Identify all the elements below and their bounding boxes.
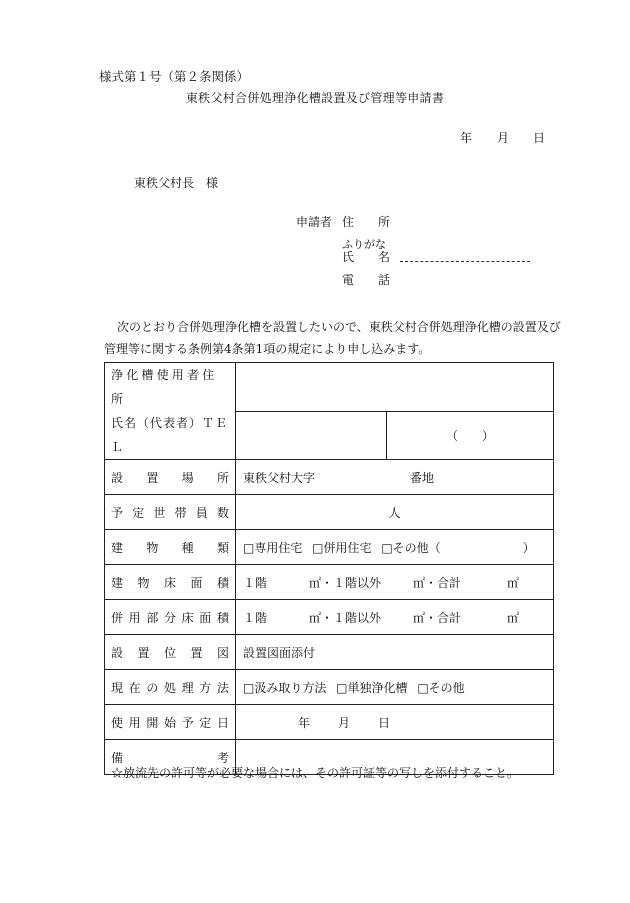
location-label: 設 置 場 所 <box>105 460 236 495</box>
user-label-cell <box>105 363 236 460</box>
checkbox-mixed-house[interactable]: □併用住宅 <box>312 540 372 555</box>
furigana-label: ふりがな <box>342 238 386 251</box>
table-row <box>105 565 554 600</box>
intro-paragraph: 次のとおり合併処理浄化槽を設置したいので、東秩父村合併処理浄化槽の設置及び管理等に関する条例第4条第1項の規定により申し込みます。 <box>104 320 561 356</box>
tel-parentheses: （ ） <box>445 428 494 443</box>
site-plan-field[interactable] <box>236 635 554 670</box>
floor-total: ㎡・合計 <box>413 575 462 590</box>
footnote: ☆放流先の許可等が必要な場合には、その許可証等の写しを添付すること。 <box>111 766 520 780</box>
name-signature-line[interactable] <box>400 251 530 262</box>
applicant-label: 申請者 <box>296 215 333 229</box>
floor-area-field[interactable] <box>236 565 554 600</box>
address-label-1: 住 <box>342 215 355 229</box>
start-day: 日 <box>378 715 391 730</box>
current-method-field[interactable] <box>236 670 554 705</box>
shared-total: ㎡・合計 <box>413 610 462 625</box>
start-date-field[interactable] <box>236 705 554 740</box>
checkbox-dedicated-house[interactable]: □専用住宅 <box>243 540 303 555</box>
document-title: 東秩父村合併処理浄化槽設置及び管理等申請書 <box>185 91 445 105</box>
phone-label-1: 電 <box>342 273 355 287</box>
date-year-label: 年 <box>460 131 473 145</box>
table-row <box>105 460 554 495</box>
site-plan-value: 設置図面添付 <box>243 645 316 660</box>
shared-first: １階 <box>243 610 268 625</box>
location-field[interactable] <box>236 460 554 495</box>
table-row <box>105 600 554 635</box>
shared-area-label: 併 用 部 分 床 面 積 <box>105 600 236 635</box>
user-address-label: 浄化槽使用者住所 <box>111 368 218 406</box>
floor-first: １階 <box>243 575 268 590</box>
table-row <box>105 670 554 705</box>
floor-total-unit: ㎡ <box>507 575 520 590</box>
checkbox-pumping[interactable]: □汲み取り方法 <box>243 680 327 695</box>
remarks-label: 備 考 <box>105 740 236 775</box>
shared-area-field[interactable] <box>236 600 554 635</box>
date-day-label: 日 <box>533 131 546 145</box>
date-month-label: 月 <box>497 131 510 145</box>
address-label-2: 所 <box>378 215 391 229</box>
start-month: 月 <box>338 715 351 730</box>
building-type-field[interactable] <box>236 530 554 565</box>
start-date-label: 使 用 開 始 予 定 日 <box>105 705 236 740</box>
other-close-paren: ） <box>522 540 535 555</box>
location-suffix: 番地 <box>410 470 435 485</box>
table-row <box>105 363 554 412</box>
table-row <box>105 705 554 740</box>
phone-label-2: 話 <box>378 273 391 287</box>
household-label: 予 定 世 帯 員 数 <box>105 495 236 530</box>
checkbox-method-other[interactable]: □その他 <box>417 680 465 695</box>
current-method-label: 現 在 の 処 理 方 法 <box>105 670 236 705</box>
name-label-2: 名 <box>378 250 391 264</box>
table-row <box>105 635 554 670</box>
checkbox-other[interactable]: □その他（ <box>381 540 441 555</box>
household-unit: 人 <box>388 505 401 520</box>
household-field[interactable] <box>236 495 554 530</box>
table-row <box>105 495 554 530</box>
table-row <box>105 530 554 565</box>
name-label-1: 氏 <box>342 250 355 264</box>
user-name-label: 氏名（代表者）ＴＥＬ <box>111 416 229 454</box>
user-name-field[interactable] <box>236 411 387 460</box>
application-table <box>104 362 554 775</box>
shared-other: ㎡・１階以外 <box>309 610 382 625</box>
building-type-label: 建 物 種 類 <box>105 530 236 565</box>
site-plan-label: 設 置 位 置 図 <box>105 635 236 670</box>
floor-other: ㎡・１階以外 <box>309 575 382 590</box>
tel-field[interactable] <box>387 411 554 460</box>
user-address-field[interactable] <box>236 363 554 412</box>
floor-area-label: 建 物 床 面 積 <box>105 565 236 600</box>
form-number: 様式第１号（第２条関係） <box>99 69 250 84</box>
shared-total-unit: ㎡ <box>507 610 520 625</box>
location-prefix: 東秩父村大字 <box>243 470 316 485</box>
start-year: 年 <box>298 715 311 730</box>
checkbox-single-tank[interactable]: □単独浄化槽 <box>336 680 408 695</box>
addressee: 東秩父村長 様 <box>134 176 219 190</box>
